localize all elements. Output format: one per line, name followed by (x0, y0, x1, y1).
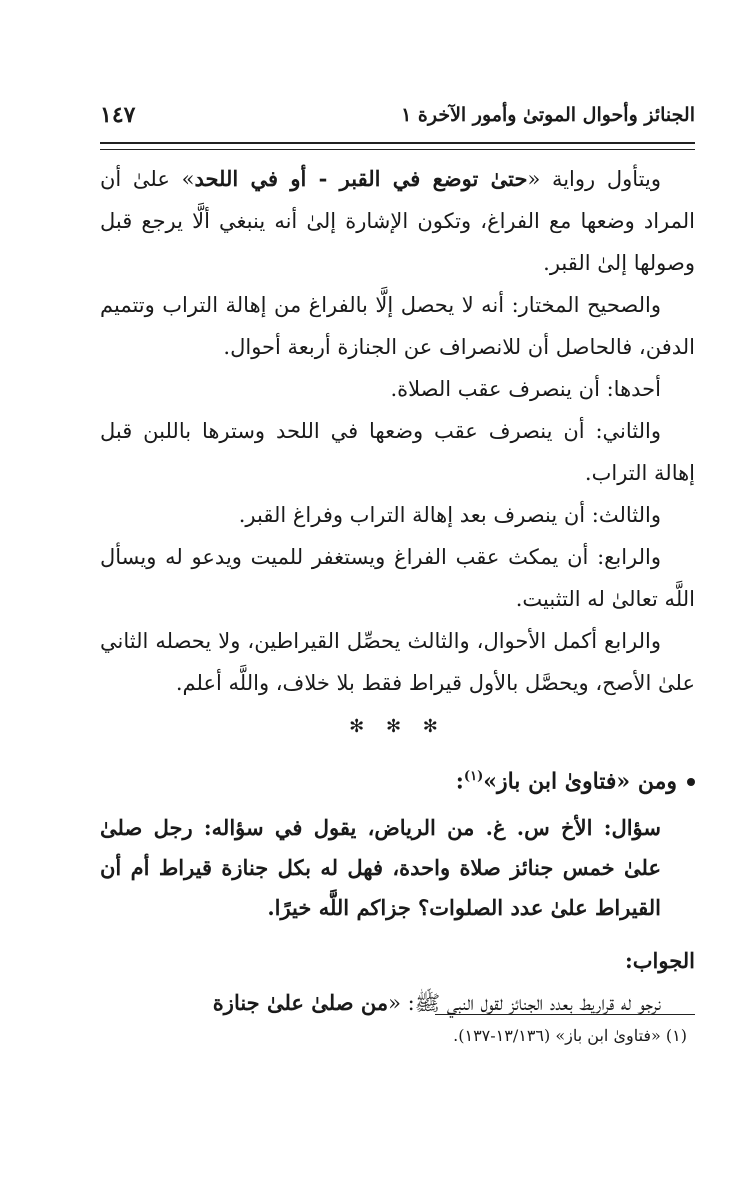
question-text: سؤال: الأخ س. غ. من الرياض، يقول في سؤاله: رجل صلىٰ علىٰ خمس جنائز صلاة واحدة، فهل له بكل جنازة قيراط أم أن القيراط علىٰ عدد الصلوات؟ جزاكم اللَّه خيرًا. (100, 815, 661, 921)
section-prefix: ومن (630, 768, 677, 795)
paragraph-2: والصحيح المختار: أنه لا يحصل إلَّا بالفراغ من إهالة التراب وتتميم الدفن، فالحاصل أن للانصراف عن الجنازة أربعة أحوال. (100, 293, 695, 359)
paragraph-6: والرابع: أن يمكث عقب الفراغ ويستغفر للميت ويدعو له ويسأل اللَّه تعالىٰ له التثبيت. (100, 545, 695, 611)
answer-text (100, 982, 695, 1024)
paragraph-7: والرابع أكمل الأحوال، والثالث يحصِّل القيراطين، ولا يحصله الثاني علىٰ الأصح، ويحصَّل بالأول قيراط فقط بلا خلاف، واللَّه أعلم. (100, 629, 695, 695)
footnote-rule (435, 1014, 695, 1015)
paragraph-1 (100, 158, 695, 284)
paragraph-4: والثاني: أن ينصرف عقب وضعها في اللحد وسترها باللبن قبل إهالة التراب. (100, 419, 695, 485)
paragraph-5: والثالث: أن ينصرف بعد إهالة التراب وفراغ القبر. (238, 503, 661, 527)
main-text (100, 158, 695, 1024)
section-title: «فتاوىٰ ابن باز» (483, 768, 631, 795)
paragraph-3: أحدها: أن ينصرف عقب الصلاة. (390, 377, 661, 401)
footnote: (١) «فتاوىٰ ابن باز» (١٣/١٣٦-١٣٧). (453, 1026, 687, 1045)
answer-text-a: نرجو له قراريط بعدد الجنائز لقول النبي ﷺ: « (388, 991, 661, 1016)
p1-quote: حتىٰ توضع في القبر - أو في اللحد (194, 166, 528, 191)
p1-text-c: » علىٰ أن المراد وضعها مع الفراغ، وتكون الإشارة إلىٰ أنه ينبغي ألَّا يرجع قبل وصولها إلىٰ القبر. (100, 167, 695, 275)
section-heading (100, 756, 695, 802)
answer-quote: من صلىٰ علىٰ جنازة (212, 990, 389, 1016)
running-header (100, 98, 695, 138)
footnote-marker[interactable]: (١) (463, 769, 484, 784)
answer-label: الجواب: (625, 948, 695, 974)
section-suffix: : (455, 768, 464, 795)
section-divider: ✻ ✻ ✻ (349, 716, 446, 737)
p1-text-a: ويتأول رواية « (527, 167, 661, 191)
header-rule (100, 142, 695, 150)
header-title: الجنائز وأحوال الموتىٰ وأمور الآخرة ١ (401, 104, 695, 126)
page-number: ١٤٧ (100, 102, 136, 128)
bullet-icon (687, 778, 695, 786)
